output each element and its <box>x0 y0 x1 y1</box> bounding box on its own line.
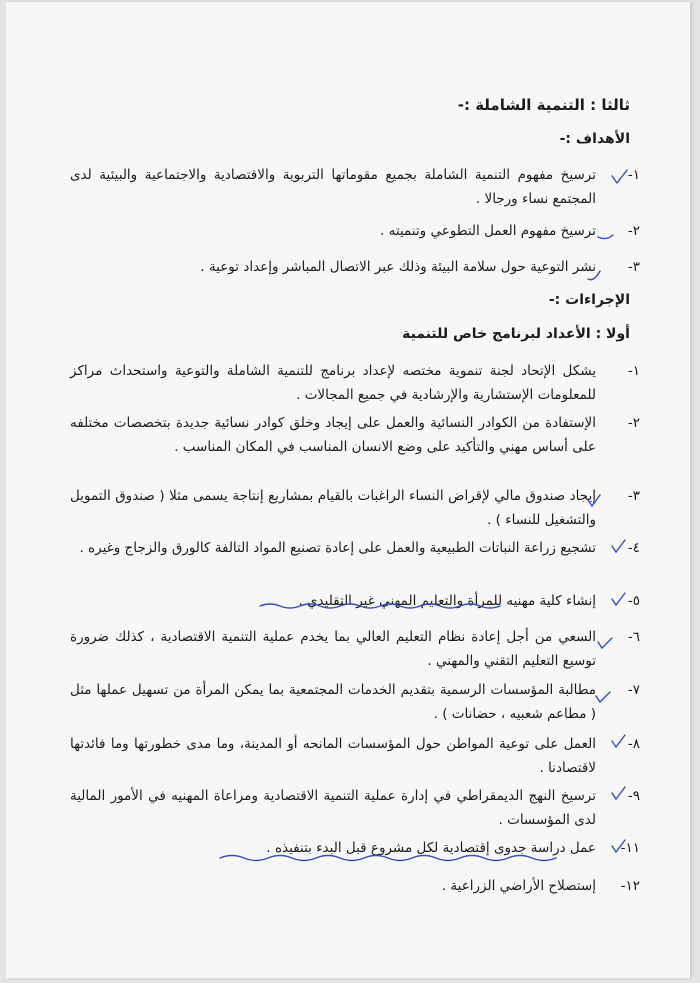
procedure-item-7 <box>70 678 640 726</box>
section-title: ثالثا : التنمية الشاملة :- <box>457 96 630 114</box>
procedure-number: ٦- <box>627 629 640 645</box>
goal-number: ٣- <box>627 259 640 275</box>
procedure-text: إنشاء كلية مهنيه للمرأة والتعليم المهني غير التقليدي . <box>298 593 596 609</box>
procedure-text: مطالبة المؤسسات الرسمية بتقديم الخدمات المجتمعية بما يمكن المرأة من تسهيل عملها مثل ( مطاعم شعبيه ، حضانات ) . <box>70 682 596 722</box>
goal-item-1 <box>70 163 640 211</box>
goal-text: ترسيخ مفهوم التنمية الشاملة بجميع مقوماتها التربوية والاقتصادية والاجتماعية والبيئية لدى المجتمع نساء ورجالا . <box>70 167 596 207</box>
procedure-text: إستصلاح الأراضي الزراعية . <box>441 878 596 894</box>
procedure-item-1 <box>70 359 640 407</box>
goal-item-3 <box>70 255 640 279</box>
procedure-item-11 <box>70 836 640 860</box>
procedure-text: ترسيخ النهج الديمقراطي في إدارة عملية التنمية الاقتصادية ومراعاة المهنيه في الأمور المالية لدى المؤسسات . <box>70 788 596 828</box>
procedure-text: الإستفادة من الكوادر النسائية والعمل على إيجاد وخلق كوادر نسائية جديدة بتخصصات مختلفه على أساس مهني والتأكيد على وضع الانسان المناسب في المكان المناسب . <box>70 415 596 455</box>
procedure-number: ١- <box>627 363 640 379</box>
procedure-text: السعي من أجل إعادة نظام التعليم العالي بما يخدم عملية التنمية الاقتصادية ، كذلك ضرورة توسيع التعليم التقني والمهني . <box>70 629 596 669</box>
procedure-item-3 <box>70 484 640 532</box>
procedures-heading: الإجراءات :- <box>548 292 630 308</box>
procedure-item-6 <box>70 625 640 673</box>
procedure-number: ١٢- <box>620 878 640 894</box>
procedure-item-9 <box>70 784 640 832</box>
procedure-number: ٨- <box>627 736 640 752</box>
procedure-item-2 <box>70 411 640 459</box>
procedure-number: ٤- <box>627 540 640 556</box>
goal-text: نشر التوعية حول سلامة البيئة وذلك عبر الاتصال المباشر وإعداد توعية . <box>200 259 596 275</box>
goal-text: ترسيخ مفهوم العمل التطوعي وتنميته . <box>380 223 596 239</box>
procedure-item-4 <box>70 536 640 560</box>
goal-number: ١- <box>627 167 640 183</box>
first-subheading: أولا : الأعداد لبرنامج خاص للتنمية <box>402 326 630 342</box>
procedure-text: إيجاد صندوق مالي لإقراض النساء الراغبات بالقيام بمشاريع إنتاجة يسمى مثلا ( صندوق التمويل والتشغيل للنساء ) . <box>70 488 596 528</box>
procedure-text: العمل على توعية المواطن حول المؤسسات المانحه أو المدينة، وما مدى خطورتها وما فائدتها لاقتصادنا . <box>70 736 596 776</box>
procedure-number: ٧- <box>627 682 640 698</box>
procedure-number: ٢- <box>627 415 640 431</box>
procedure-text: يشكل الإتحاد لجنة تنموية مختصه لإعداد برنامج للتنمية الشاملة والتوعية واستحداث مراكز للمعلومات الإستشارية والإرشادية في جميع المجالات . <box>70 363 596 403</box>
procedure-text: عمل دراسة جدوى إقتصادية لكل مشروع قبل البدء بتنفيذه . <box>266 840 596 856</box>
procedure-item-8 <box>70 732 640 780</box>
procedure-number: ٥- <box>627 593 640 609</box>
procedure-text: تشجيع زراعة النباتات الطبيعية والعمل على إعادة تصنيع المواد التالفة كالورق والزجاج وغيره . <box>79 540 596 556</box>
procedure-item-12 <box>70 874 640 898</box>
goals-heading: الأهداف :- <box>559 131 630 147</box>
procedure-number: ٣- <box>627 488 640 504</box>
goal-item-2 <box>70 219 640 243</box>
procedure-number: ١١- <box>620 840 640 856</box>
goal-number: ٢- <box>627 223 640 239</box>
procedure-item-5 <box>70 589 640 613</box>
procedure-number: ٩- <box>627 788 640 804</box>
